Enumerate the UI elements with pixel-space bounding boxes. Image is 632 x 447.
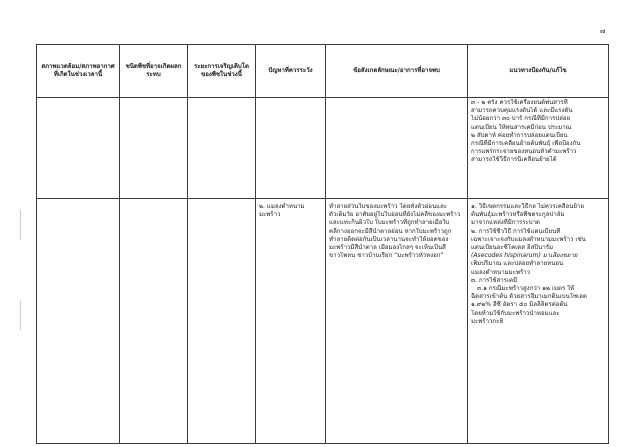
cell-growth-stage [188, 199, 256, 444]
prevention-line: ไม่น้อยกว่า ๓๐ บาร์ กรณีที่มีการปล่อย [471, 115, 571, 123]
prevention-line: ฉีดสารเข้าต้น ด้วยสารอีมาเมกตินเบนโซเอต [471, 293, 587, 301]
cell-environment [37, 98, 120, 199]
cell-observation [326, 199, 468, 444]
prevention-line: แมลงดำหนามมะพร้าว [471, 268, 531, 276]
header-prevention: แนวทางป้องกัน/แก้ไข [468, 45, 609, 98]
prevention-line: แตนเบียน ให้พ่นสารเคมีก่อน ประมาณ [471, 123, 572, 131]
header-crop-type: ชนิดพืชที่อาจเกิดผลกระทบ [120, 45, 188, 98]
prevention-line: ๓ - ๒ ครั้ง ควรใช้เครื่องยนต์พ่นสารที่ [471, 99, 568, 106]
observation-line: ขาวโพลน ชาวบ้านเรียก “มะพร้าวหัวหงอก” [329, 252, 444, 260]
prevention-line: ๓.๑ กรณีมะพร้าวสูงกว่า ๑๒ เมตร ให้ [477, 285, 575, 293]
header-observation: ข้อสังเกตลักษณะ/อาการที่อาจพบ [326, 45, 468, 98]
table-row [37, 98, 609, 199]
observation-line: คลี่กางออกจะมีสีน้ำตาลอ่อน หากใบมะพร้าวถูก [329, 227, 452, 235]
prevention-line: กรณีที่มีการเคลื่อนย้ายต้นพันธุ์ เพื่อป้องกัน [471, 140, 581, 148]
cell-prevention [468, 98, 609, 199]
prevention-line: มาจากแหล่งที่มีการระบาด [471, 219, 540, 227]
prevention-line: เฉพาะเจาะจงกับแมลงดำหนามมะพร้าว เช่น [471, 235, 586, 243]
prevention-line: แตนเบียนอะซีโคเดส ฮิสปินารัม [471, 244, 554, 252]
prevention-line: สามารถใช้วิธีการนี้เคลื่อนย้ายได้ [471, 156, 557, 164]
cell-crop-type [120, 199, 188, 444]
cell-observation [326, 98, 468, 199]
prevention-line: ๒. การใช้ชีววิธี การใช้แตนเบียนที่ [471, 227, 561, 235]
table-row [37, 199, 609, 444]
prevention-line: ๑.๙๒% อีซี อัตรา ๕๐ มิลลิลิตรต่อต้น [471, 301, 568, 309]
prevention-line: มะพร้าวกะทิ [471, 317, 504, 325]
cell-problem [256, 199, 326, 444]
prevention-line: สามารถควบคุมแรงดันได้ และมีแรงดัน [471, 107, 573, 115]
prevention-line: ต้นพันธุ์มะพร้าวหรือพืชตระกูลปาล์ม [471, 211, 565, 219]
page-number: ๗ [600, 27, 606, 35]
prevention-line: เพิ่มปริมาณ และปล่อยทำลายหนอน [471, 260, 564, 268]
observation-line: ทำลายติดต่อกันเป็นเวลานานจะทำให้ยอดของ [329, 235, 449, 243]
prevention-line: (Asecodes hispinarum) มาเลี้ยงขยาย [471, 252, 578, 260]
observation-line: ทำลายส่วนใบของมะพร้าว โดยทั้งตัวอ่อนและ [329, 203, 448, 210]
scan-artifact [20, 210, 21, 240]
cell-growth-stage [188, 98, 256, 199]
problem-line: ๒. แมลงดำหนาม [259, 203, 305, 210]
header-problem: ปัญหาที่ควรระวัง [256, 45, 326, 98]
header-growth-stage: ระยะการเจริญเติบโตของพืชในช่วงนี้ [188, 45, 256, 98]
problem-line: มะพร้าว [259, 211, 281, 219]
prevention-line: ๒ สัปดาห์ ค่อยทำการปล่อยแตนเบียน [471, 131, 568, 139]
table-header-row [37, 45, 609, 98]
observation-line: มะพร้าวมีสีน้ำตาล เมื่อมองไกลๆ จะเห็นเป็นสี [329, 244, 446, 252]
observation-line: ตัวเต็มวัย อาศัยอยู่ในใบอ่อนที่ยังไม่คลี่ของมะพร้าว [329, 211, 461, 219]
prevention-line: โดยห้ามใช้กับมะพร้าวน้ำหอมและ [471, 309, 560, 317]
cell-problem [256, 98, 326, 199]
cell-crop-type [120, 98, 188, 199]
cell-environment [37, 199, 120, 444]
scan-artifact [20, 300, 21, 330]
observation-line: และแทะกินผิวใบ ใบมะพร้าวที่ถูกทำลายเมื่อใบ [329, 219, 450, 227]
prevention-line: ๓. การใช้สารเคมี [471, 276, 518, 284]
recommendation-table [36, 44, 609, 444]
header-environment: สภาพแวดล้อม/สภาพอากาศที่เกิดในช่วงเวลานี้ [37, 45, 120, 98]
prevention-line: การแพร่กระจายของหนอนหัวดำมะพร้าว [471, 148, 577, 156]
prevention-line: ๑. วิธีเขตกรรมและวิธีกล ไม่ควรเคลื่อนย้าย [471, 203, 584, 210]
cell-prevention [468, 199, 609, 444]
